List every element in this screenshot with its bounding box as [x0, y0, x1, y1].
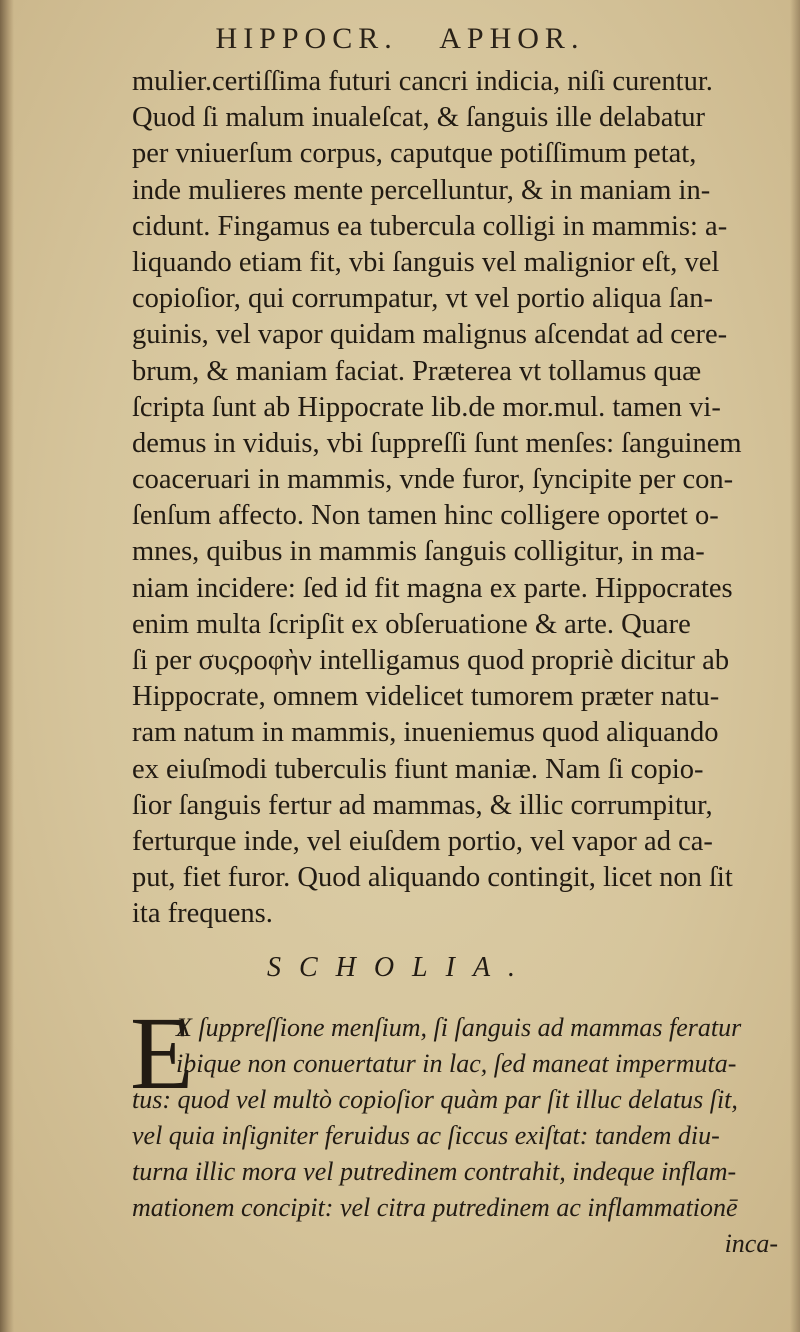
scholia-line: mationem concipit: vel citra putredinem ac inflammationē: [132, 1193, 738, 1222]
drop-cap: E: [130, 996, 194, 1111]
text-line: ram natum in mammis, inueniemus quod aliquando: [132, 717, 719, 749]
text-line: demus in viduis, vbi ſuppreſſi ſunt menſes: ſanguinem: [132, 427, 742, 459]
text-line: ferturque inde, vel eiuſdem portio, vel vapor ad ca-: [132, 825, 713, 857]
header-left: HIPPOCR.: [215, 22, 398, 55]
text-line: Hippocrate, omnem videlicet tumorem præter natu-: [132, 681, 720, 713]
text-line: ex eiuſmodi tuberculis fiunt maniæ. Nam ſi copio-: [132, 753, 704, 785]
text-line: ſi per συςροφὴν intelligamus quod propriè dicitur ab: [132, 645, 730, 676]
scholia-line: ibique non conuertatur in lac, ſed maneat impermuta-: [176, 1049, 737, 1078]
scholia-line: turna illic mora vel putredinem contrahit, indeque inflam-: [132, 1157, 737, 1186]
catchword: inca-: [724, 1229, 778, 1258]
text-line: brum, & maniam faciat. Præterea vt tollamus quæ: [132, 355, 702, 387]
text-line: per vniuerſum corpus, caputque potiſſimum petat,: [132, 138, 697, 170]
text-line: ſenſum affecto. Non tamen hinc colligere oportet o-: [132, 500, 719, 532]
text-line: ſior ſanguis fertur ad mammas, & illic corrumpitur,: [132, 789, 713, 821]
text-line: copioſior, qui corrumpatur, vt vel portio aliqua ſan-: [132, 283, 714, 315]
scholia-line: X ſuppreſſione menſium, ſi ſanguis ad mammas feratur: [176, 1013, 742, 1042]
scholia-heading: SCHOLIA.: [266, 952, 534, 983]
text-line: niam incidere: ſed id fit magna ex parte. Hippocrates: [132, 572, 733, 604]
text-line: put, fiet furor. Quod aliquando contingit, licet non ſit: [132, 862, 733, 894]
text-line: enim multa ſcripſit ex obſeruatione & arte. Quare: [132, 608, 691, 640]
text-line: coaceruari in mammis, vnde furor, ſyncipite per con-: [132, 464, 734, 496]
text-line: inde mulieres mente percelluntur, & in maniam in-: [132, 174, 711, 206]
page-gutter-shadow: [0, 0, 14, 1332]
text-line: guinis, vel vapor quidam malignus aſcendat ad cere-: [132, 319, 728, 351]
text-line: cidunt. Fingamus ea tubercula colligi in mammis: a-: [132, 210, 728, 242]
text-line: ſcripta ſunt ab Hippocrate lib.de mor.mul. tamen vi-: [132, 391, 721, 423]
text-line: liquando etiam fit, vbi ſanguis vel malignior eſt, vel: [132, 246, 720, 278]
text-line: ita frequens.: [132, 898, 273, 930]
scholia-line: vel quia inſigniter feruidus ac ſiccus exiſtat: tandem diu-: [132, 1121, 720, 1150]
running-header: [0, 22, 800, 56]
text-line: mnes, quibus in mammis ſanguis colligitur, in ma-: [132, 536, 705, 568]
scholia-line: tus: quod vel multò copioſior quàm par ſit illuc delatus ſit,: [132, 1085, 738, 1114]
text-line: mulier.certiſſima futuri cancri indicia, niſi curentur.: [132, 66, 713, 97]
scholia-text: [132, 1010, 796, 1262]
main-text: [132, 64, 792, 933]
text-line: Quod ſi malum inualeſcat, & ſanguis ille delabatur: [132, 102, 706, 134]
header-right: APHOR.: [439, 22, 585, 55]
